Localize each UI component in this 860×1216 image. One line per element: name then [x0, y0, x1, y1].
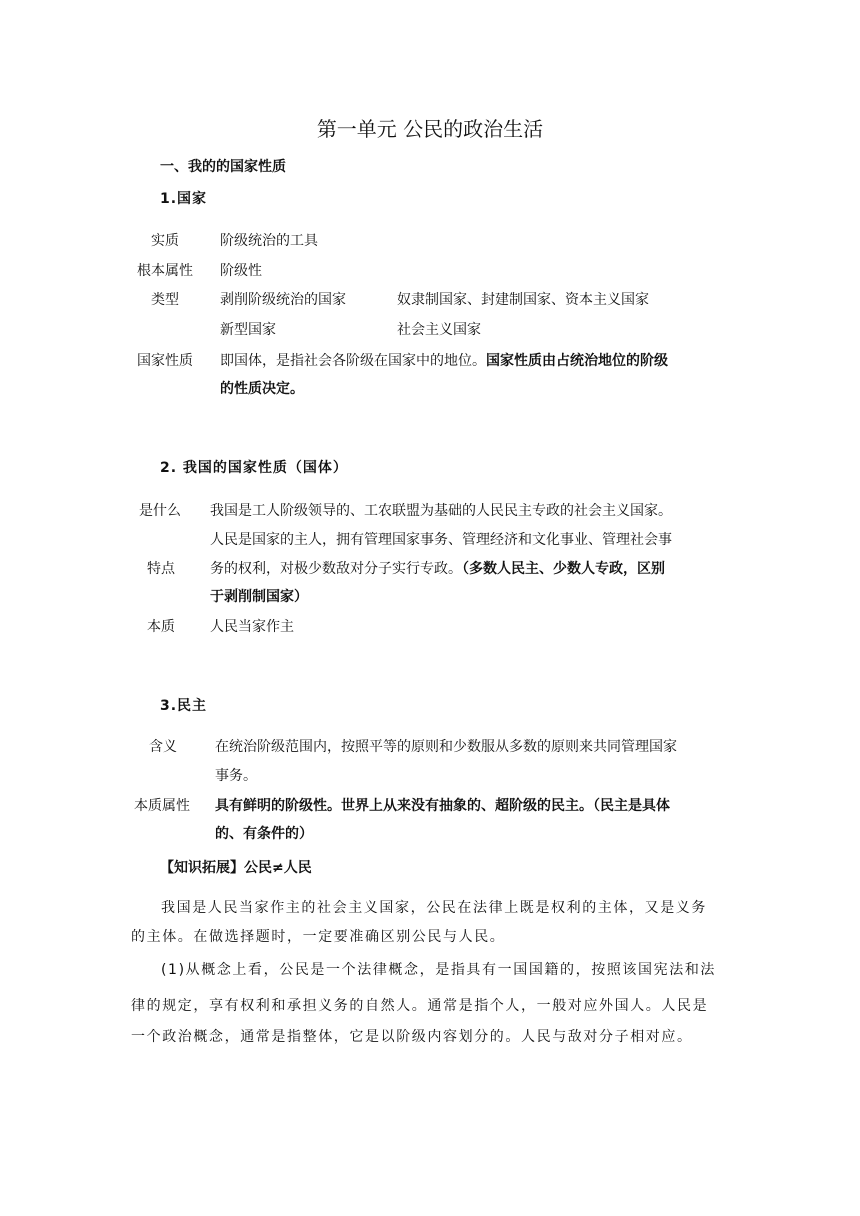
state-nature-normal: 即国体，是指社会各阶级在国家中的地位。 [220, 353, 486, 369]
row-label-features: 特点 [147, 561, 175, 577]
row-value-nature: 人民当家作主 [210, 619, 294, 635]
row-value-essential-attribute-line2: 的、有条件的） [215, 826, 313, 842]
features-bold: （多数人民主、少数人专政，区别 [462, 561, 665, 577]
row-value-new-state-example: 社会主义国家 [397, 322, 481, 338]
row-value-exploiting-examples: 奴隶制国家、封建制国家、资本主义国家 [397, 292, 649, 308]
subsection-heading-state: 1.国家 [160, 191, 208, 207]
row-label-fundamental-attribute: 根本属性 [137, 263, 193, 279]
paragraph-1-line1: 我国是人民当家作主的社会主义国家，公民在法律上既是权利的主体，又是义务 [161, 900, 707, 916]
features-normal: 务的权利，对极少数敌对分子实行专政。 [210, 561, 462, 577]
row-value-exploiting-state: 剥削阶级统治的国家 [220, 292, 346, 308]
row-value-new-state: 新型国家 [220, 322, 276, 338]
subsection-heading-democracy: 3.民主 [160, 698, 208, 714]
paragraph-2-line3: 一个政治概念，通常是指整体，它是以阶级内容划分的。人民与敌对分子相对应。 [131, 1029, 693, 1045]
row-value-essential-attribute-line1: 具有鲜明的阶级性。世界上从来没有抽象的、超阶级的民主。（民主是具体 [215, 798, 670, 814]
row-value-state-nature-line1 [220, 347, 668, 376]
paragraph-2-line1: (1)从概念上看，公民是一个法律概念，是指具有一国国籍的，按照该国宪法和法 [161, 962, 717, 978]
row-value-features-line2 [210, 555, 665, 584]
row-label-what: 是什么 [139, 503, 181, 519]
knowledge-expansion-heading: 【知识拓展】公民≠人民 [160, 860, 312, 876]
row-label-essential-attribute: 本质属性 [134, 798, 190, 814]
row-value-state-nature-line2: 的性质决定。 [220, 381, 304, 397]
page-title: 第一单元 公民的政治生活 [316, 117, 544, 141]
row-value-meaning-line2: 事务。 [215, 768, 257, 784]
paragraph-1-line2: 的主体。在做选择题时，一定要准确区别公民与人民。 [131, 929, 506, 945]
row-label-meaning: 含义 [149, 739, 177, 755]
row-value-features-line3: 于剥削制国家） [210, 589, 308, 605]
row-label-essence: 实质 [151, 233, 179, 249]
row-value-meaning-line1: 在统治阶级范围内，按照平等的原则和少数服从多数的原则来共同管理国家 [215, 739, 677, 755]
section-heading: 一、我的的国家性质 [160, 159, 286, 175]
row-value-essence: 阶级统治的工具 [220, 233, 318, 249]
row-label-nature: 本质 [147, 619, 175, 635]
row-value-what: 我国是工人阶级领导的、工农联盟为基础的人民民主专政的社会主义国家。 [210, 503, 672, 519]
row-label-state-nature: 国家性质 [137, 353, 193, 369]
row-label-types: 类型 [151, 292, 179, 308]
state-nature-bold: 国家性质由占统治地位的阶级 [486, 353, 668, 369]
row-value-fundamental-attribute: 阶级性 [220, 263, 262, 279]
paragraph-2-line2: 律的规定，享有权利和承担义务的自然人。通常是指个人，一般对应外国人。人民是 [131, 998, 709, 1014]
row-value-features-line1: 人民是国家的主人，拥有管理国家事务、管理经济和文化事业、管理社会事 [210, 532, 672, 548]
subsection-heading-our-state: 2. 我国的国家性质（国体） [160, 460, 348, 476]
